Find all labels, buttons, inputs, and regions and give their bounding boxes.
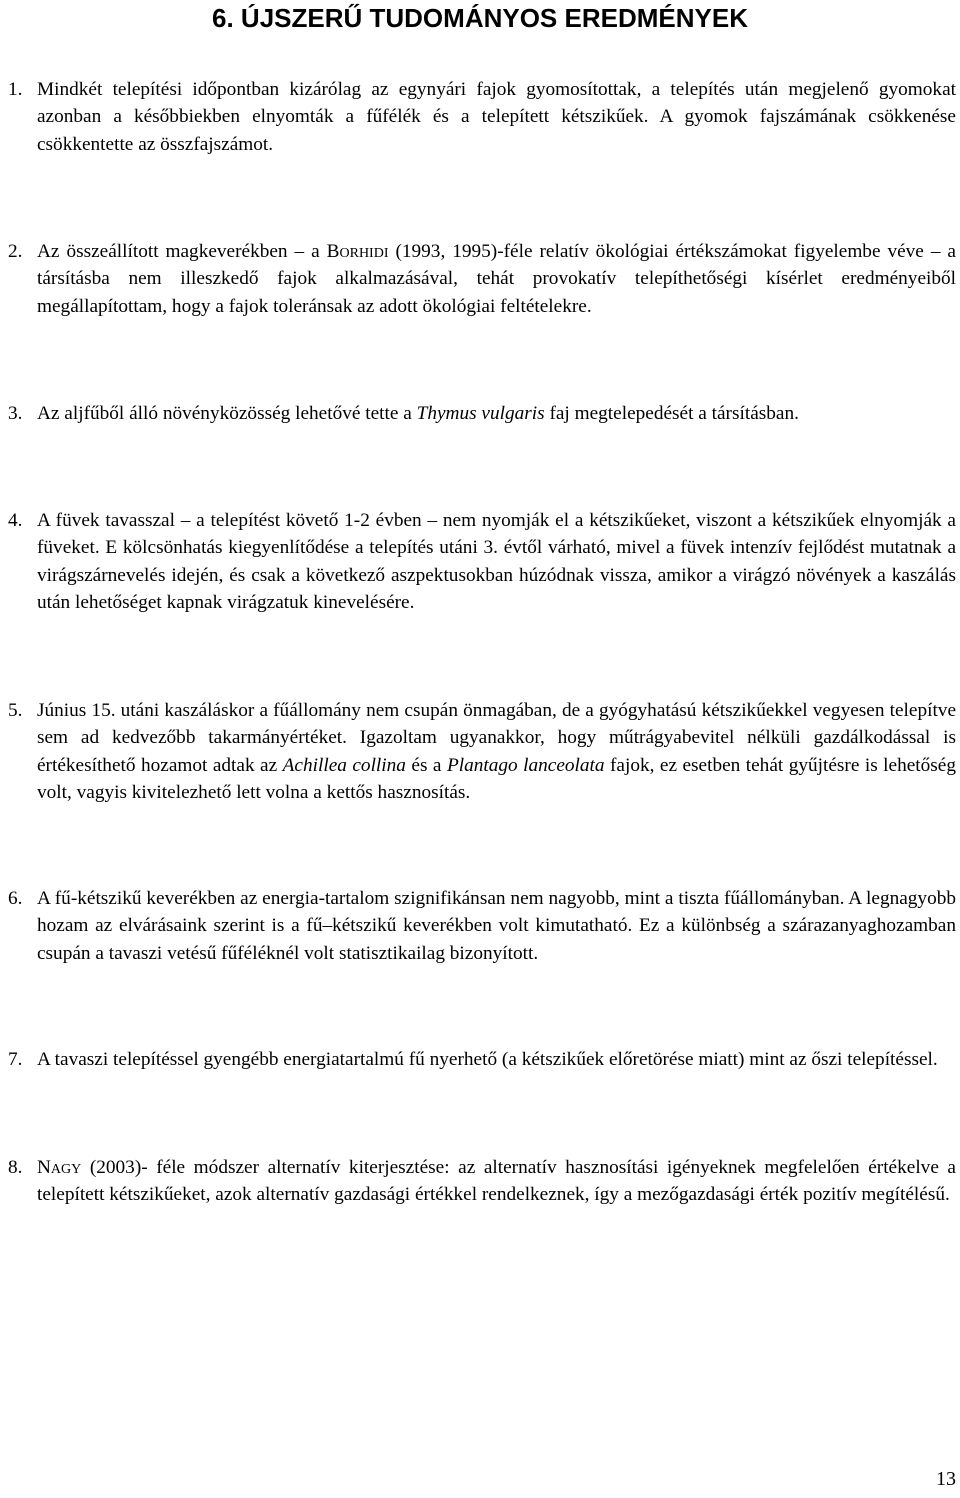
page-title: 6. ÚJSZERŰ TUDOMÁNYOS EREDMÉNYEK <box>212 3 748 33</box>
text-segment: Június 15. utáni kaszáláskor a fűállomány nem csupán önmagában, de a gyógyhatású kétszikűekkel vegyesen telepítve sem ad kedvezőbb takarmányértéket. Igazoltam ugyanakkor, hogy műtrágyabevitel nélküli gazdálkodással is értékesíthető hozamot adtak az <box>37 700 956 776</box>
item-number: 2. <box>8 241 23 262</box>
result-item-3 <box>8 400 956 427</box>
item-text <box>8 1154 956 1209</box>
page-number: 13 <box>936 1468 956 1490</box>
item-text <box>8 238 956 320</box>
author-name: Nagy <box>37 1157 82 1178</box>
result-item-6 <box>8 885 956 967</box>
author-name: Borhidi <box>326 241 389 262</box>
item-number: 4. <box>8 510 23 531</box>
species-name: Plantago lanceolata <box>446 754 605 776</box>
item-text: Mindkét telepítési időpontban kizárólag az egynyári fajok gyomosítottak, a telepítés után megjelenő gyomokat azonban a későbbiekben elnyomták a fűfélék és a telepített kétszikűek. A gyomok fajszámának csökkenése csökkentette az összfajszámot. <box>37 79 956 155</box>
item-text <box>8 400 956 427</box>
item-number: 1. <box>8 79 23 100</box>
species-name: Thymus vulgaris <box>416 403 545 424</box>
item-number: 8. <box>8 1157 23 1178</box>
text-segment: és a <box>405 754 447 776</box>
result-item-8 <box>8 1154 956 1209</box>
text-segment: faj megtelepedését a társításban. <box>544 403 799 424</box>
item-number: 7. <box>8 1049 23 1070</box>
result-item-2 <box>8 238 956 320</box>
result-item-7 <box>8 1046 956 1073</box>
text-segment: Az aljfűből álló növényközösség lehetővé tette a <box>37 403 417 424</box>
item-number: 5. <box>8 700 23 721</box>
item-number: 3. <box>8 403 23 424</box>
item-text: A tavaszi telepítéssel gyengébb energiatartalmú fű nyerhető (a kétszikűek előretörése miatt) mint az őszi telepítéssel. <box>37 1049 938 1070</box>
text-segment: fajok, ez esetben tehát gyűjtésre is lehetőség volt, vagyis kivitelezhető lett volna a kettős hasznosítás. <box>37 754 956 804</box>
item-text: A füvek tavasszal – a telepítést követő 1-2 évben – nem nyomják el a kétszikűeket, viszont a kétszikűek elnyomják a füveket. E kölcsönhatás kiegyenlítődése a telepítés utáni 3. évtől várható, mivel a füvek intenzív fejlődést mutatnak a virágszárnevelés idején, és csak a következő aszpektusokban húzódnak vissza, amikor a virágzó növények a kaszálás után lehetőséget kapnak virágzatuk kinevelésére. <box>37 510 956 614</box>
item-text: A fű-kétszikű keverékben az energia-tartalom szignifikánsan nem nagyobb, mint a tiszta fűállományban. A legnagyobb hozam az elvárásaink szerint is a fű–kétszikű keverékben volt kimutatható. Ez a különbség a szárazanyaghozamban csupán a tavaszi vetésű fűféléknél volt statisztikailag bizonyított. <box>37 888 956 964</box>
item-number: 6. <box>8 888 23 909</box>
result-item-4 <box>8 507 956 617</box>
result-item-1 <box>8 76 956 158</box>
item-text <box>8 697 956 807</box>
species-name: Achillea collina <box>282 754 406 776</box>
text-segment: (1993, 1995)-féle relatív ökológiai értékszámokat figyelembe véve – a társításba nem illeszkedő fajok alkalmazásával, tehát provokatív telepíthetőségi kísérlet eredményeiből megállapítottam, hogy a fajok toleránsak az adott ökológiai feltételekre. <box>37 241 956 317</box>
text-segment: (2003)- féle módszer alternatív kiterjesztése: az alternatív hasznosítási igényeknek megfelelően értékelve a telepített kétszikűeket, azok alternatív gazdasági értékkel rendelkeznek, így a mezőgazdasági érték pozitív megítélésű. <box>37 1157 956 1206</box>
result-item-5 <box>8 697 956 807</box>
text-segment: Az összeállított magkeverékben – a <box>37 241 327 262</box>
